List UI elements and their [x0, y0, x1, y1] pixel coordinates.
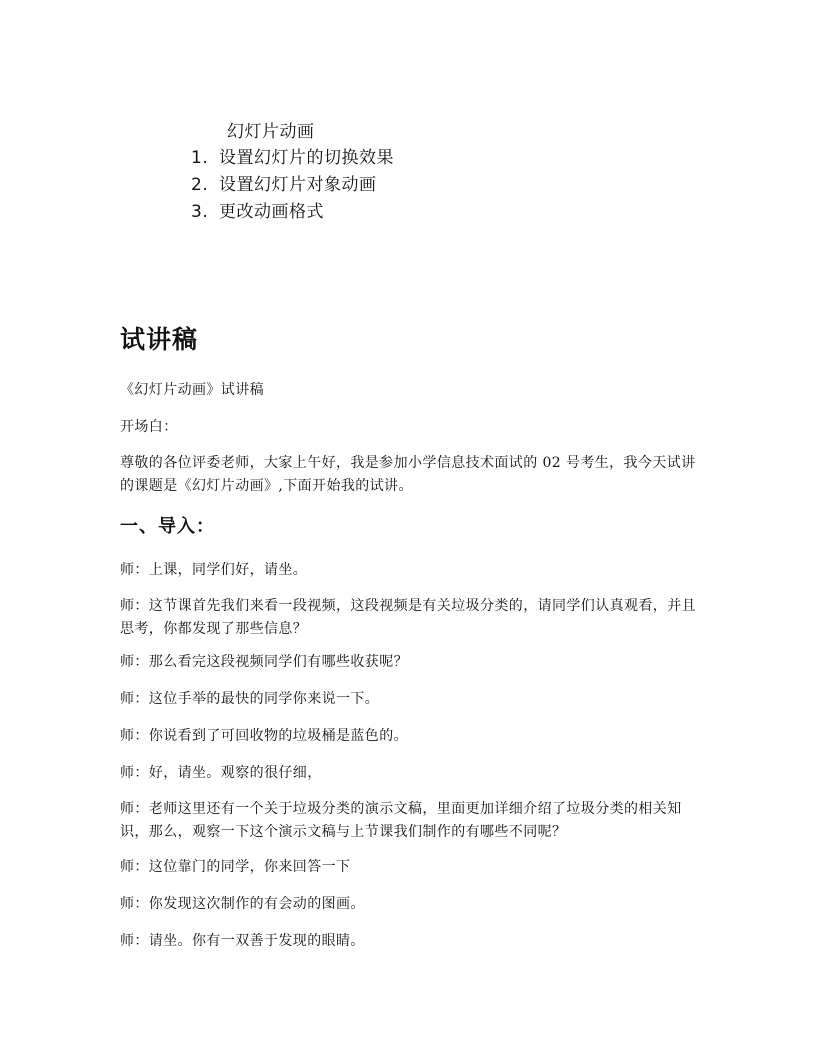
outline-item-number: 1.	[191, 148, 209, 168]
document-subtitle: 《幻灯片动画》试讲稿	[120, 382, 264, 398]
dialogue-line: 师：你说看到了可回收物的垃圾桶是蓝色的。	[120, 728, 408, 744]
dialogue-line: 师：好，请坐。观察的很仔细，	[120, 765, 322, 781]
outline-item-number: 3.	[191, 202, 209, 222]
outline-item-text: 更改动画格式	[219, 202, 324, 222]
dialogue-line: 师：上课，同学们好，请坐。	[120, 562, 308, 578]
dialogue-line: 师：这节课首先我们来看一段视频，这段视频是有关垃圾分类的，请同学们认真观看，并且思考，你都发现了那些信息？	[120, 598, 696, 637]
outline-title: 幻灯片动画	[227, 122, 315, 142]
dialogue-line: 师：那么看完这段视频同学们有哪些收获呢？	[120, 654, 408, 670]
dialogue-line: 师：这位手举的最快的同学你来说一下。	[120, 691, 380, 707]
subsection-heading: 一、导入：	[120, 516, 215, 537]
intro-paragraph: 尊敬的各位评委老师，大家上午好，我是参加小学信息技术面试的 02 号考生，我今天试讲的课题是《幻灯片动画》,下面开始我的试讲。	[120, 455, 696, 494]
section-heading: 试讲稿	[120, 325, 199, 354]
opening-label: 开场白：	[120, 419, 178, 435]
outline-item	[191, 173, 377, 197]
outline-item-text: 设置幻灯片的切换效果	[219, 148, 394, 168]
outline-item-text: 设置幻灯片对象动画	[219, 175, 377, 195]
outline-item	[191, 200, 324, 224]
outline-item-number: 2.	[191, 175, 209, 195]
dialogue-line: 师：老师这里还有一个关于垃圾分类的演示文稿，里面更加详细介绍了垃圾分类的相关知识，那么，观察一下这个演示文稿与上节课我们制作的有哪些不同呢？	[120, 801, 682, 840]
outline-item	[191, 146, 394, 170]
dialogue-line: 师：你发现这次制作的有会动的图画。	[120, 896, 365, 912]
dialogue-line: 师：请坐。你有一双善于发现的眼睛。	[120, 933, 365, 949]
dialogue-line: 师：这位靠门的同学，你来回答一下	[120, 859, 351, 875]
